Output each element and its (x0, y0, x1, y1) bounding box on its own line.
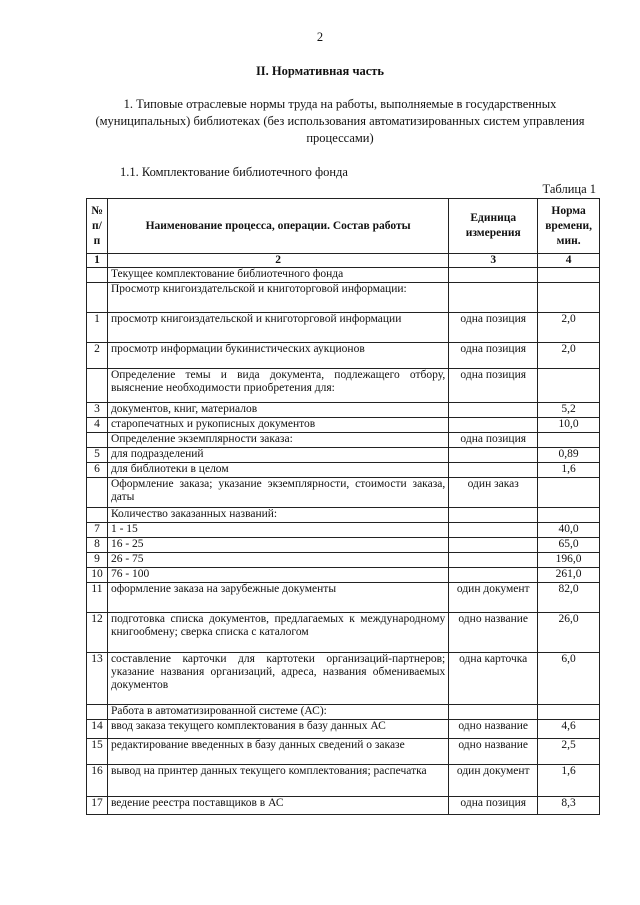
table-row (87, 463, 600, 478)
row-number (87, 369, 108, 403)
row-number (87, 478, 108, 508)
row-unit: одна позиция (449, 369, 538, 403)
row-number (87, 508, 108, 523)
row-norm: 1,6 (538, 463, 600, 478)
row-norm (538, 508, 600, 523)
row-name: Работа в автоматизированной системе (АС): (107, 705, 448, 720)
table-row (87, 653, 600, 705)
table-row (87, 508, 600, 523)
header-num: № п/п (87, 199, 108, 254)
table-header-row (87, 199, 600, 254)
row-unit: одна позиция (449, 433, 538, 448)
row-number: 14 (87, 720, 108, 739)
row-norm: 8,3 (538, 797, 600, 815)
table-row (87, 433, 600, 448)
table-row (87, 478, 600, 508)
row-norm: 4,6 (538, 720, 600, 739)
row-name: документов, книг, материалов (107, 403, 448, 418)
row-norm: 65,0 (538, 538, 600, 553)
row-number (87, 268, 108, 283)
table-row (87, 369, 600, 403)
row-number: 6 (87, 463, 108, 478)
table-row (87, 403, 600, 418)
row-number: 17 (87, 797, 108, 815)
row-norm (538, 283, 600, 313)
row-unit: одна позиция (449, 313, 538, 343)
table-body (87, 268, 600, 815)
row-name: для библиотеки в целом (107, 463, 448, 478)
row-number: 3 (87, 403, 108, 418)
row-unit: один заказ (449, 478, 538, 508)
row-unit: один документ (449, 765, 538, 797)
intro-paragraph: 1. Типовые отраслевые нормы труда на работы, выполняемые в государственных (муниципальных) библиотеках (без использования автоматизированных систем управления процессами) (95, 97, 585, 145)
row-unit: один документ (449, 583, 538, 613)
row-unit (449, 553, 538, 568)
row-unit: одна позиция (449, 797, 538, 815)
row-name: ведение реестра поставщиков в АС (107, 797, 448, 815)
row-norm (538, 705, 600, 720)
row-unit (449, 403, 538, 418)
row-norm: 26,0 (538, 613, 600, 653)
row-number: 7 (87, 523, 108, 538)
row-unit: одно название (449, 720, 538, 739)
row-number (87, 283, 108, 313)
row-name: редактирование введенных в базу данных сведений о заказе (107, 739, 448, 765)
norms-table (86, 198, 600, 815)
row-unit (449, 568, 538, 583)
row-norm: 40,0 (538, 523, 600, 538)
row-unit (449, 448, 538, 463)
row-unit (449, 418, 538, 433)
row-name: Определение темы и вида документа, подлежащего отбору, выяснение необходимости приобретения для: (107, 369, 448, 403)
row-number (87, 433, 108, 448)
column-number: 3 (449, 254, 538, 268)
row-unit (449, 705, 538, 720)
row-number: 5 (87, 448, 108, 463)
row-norm: 2,5 (538, 739, 600, 765)
table-row (87, 613, 600, 653)
row-name: оформление заказа на зарубежные документы (107, 583, 448, 613)
row-number: 11 (87, 583, 108, 613)
row-norm: 261,0 (538, 568, 600, 583)
row-number: 1 (87, 313, 108, 343)
table-row (87, 765, 600, 797)
column-number-row (87, 254, 600, 268)
row-name: ввод заказа текущего комплектования в базу данных АС (107, 720, 448, 739)
page-number: 2 (316, 30, 324, 44)
row-unit (449, 463, 538, 478)
row-name: просмотр информации букинистических аукционов (107, 343, 448, 369)
table-row (87, 583, 600, 613)
row-name: Определение экземплярности заказа: (107, 433, 448, 448)
row-norm: 6,0 (538, 653, 600, 705)
row-number: 10 (87, 568, 108, 583)
row-name: 1 - 15 (107, 523, 448, 538)
row-name: для подразделений (107, 448, 448, 463)
row-number: 2 (87, 343, 108, 369)
row-number: 4 (87, 418, 108, 433)
row-name: вывод на принтер данных текущего комплектования; распечатка (107, 765, 448, 797)
row-number: 15 (87, 739, 108, 765)
row-unit: одна позиция (449, 343, 538, 369)
table-row (87, 568, 600, 583)
table-row (87, 268, 600, 283)
row-name: просмотр книгоиздательской и книготорговой информации (107, 313, 448, 343)
row-number (87, 705, 108, 720)
table-row (87, 523, 600, 538)
row-number: 8 (87, 538, 108, 553)
table-row (87, 739, 600, 765)
row-name: составление карточки для картотеки организаций-партнеров; указание названия организаций, адреса, названия обмениваемых документов (107, 653, 448, 705)
row-name: Оформление заказа; указание экземплярности, стоимости заказа, даты (107, 478, 448, 508)
table-row (87, 418, 600, 433)
row-name: 16 - 25 (107, 538, 448, 553)
row-unit (449, 538, 538, 553)
row-unit: одно название (449, 613, 538, 653)
table-row (87, 313, 600, 343)
header-name: Наименование процесса, операции. Состав работы (107, 199, 448, 254)
table-row (87, 705, 600, 720)
row-name: 76 - 100 (107, 568, 448, 583)
table-row (87, 343, 600, 369)
column-number: 4 (538, 254, 600, 268)
row-name: 26 - 75 (107, 553, 448, 568)
section-title: II. Нормативная часть (255, 64, 385, 78)
table-row (87, 553, 600, 568)
row-norm (538, 478, 600, 508)
row-number: 12 (87, 613, 108, 653)
row-unit (449, 268, 538, 283)
row-name: Просмотр книгоиздательской и книготорговой информации: (107, 283, 448, 313)
row-name: старопечатных и рукописных документов (107, 418, 448, 433)
row-norm (538, 369, 600, 403)
column-number: 1 (87, 254, 108, 268)
row-name: Количество заказанных названий: (107, 508, 448, 523)
row-number: 13 (87, 653, 108, 705)
row-norm: 5,2 (538, 403, 600, 418)
table-row (87, 448, 600, 463)
row-number: 9 (87, 553, 108, 568)
table-caption: Таблица 1 (542, 182, 596, 196)
row-unit (449, 508, 538, 523)
table-row (87, 283, 600, 313)
subsection-heading: 1.1. Комплектование библиотечного фонда (120, 165, 348, 179)
row-norm: 10,0 (538, 418, 600, 433)
row-unit (449, 523, 538, 538)
row-norm: 0,89 (538, 448, 600, 463)
row-unit (449, 283, 538, 313)
row-norm: 2,0 (538, 343, 600, 369)
header-norm: Норма времени, мин. (538, 199, 600, 254)
row-number: 16 (87, 765, 108, 797)
row-norm: 82,0 (538, 583, 600, 613)
row-norm (538, 433, 600, 448)
column-number: 2 (107, 254, 448, 268)
row-norm: 196,0 (538, 553, 600, 568)
row-norm: 1,6 (538, 765, 600, 797)
table-row (87, 538, 600, 553)
row-name: Текущее комплектование библиотечного фонда (107, 268, 448, 283)
row-norm: 2,0 (538, 313, 600, 343)
row-unit: одно название (449, 739, 538, 765)
header-unit: Единица измерения (449, 199, 538, 254)
row-name: подготовка списка документов, предлагаемых к международному книгообмену; сверка списка с каталогом (107, 613, 448, 653)
row-unit: одна карточка (449, 653, 538, 705)
table-row (87, 797, 600, 815)
table-row (87, 720, 600, 739)
row-norm (538, 268, 600, 283)
